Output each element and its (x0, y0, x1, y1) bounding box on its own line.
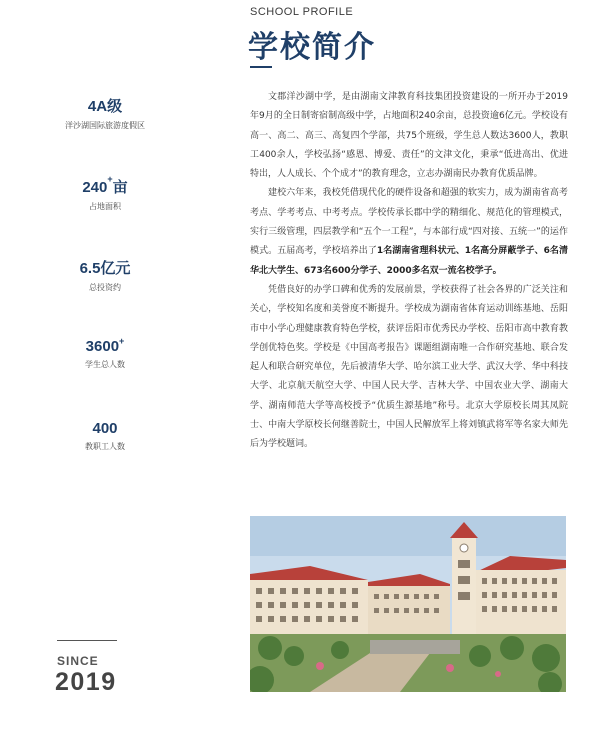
since-label: SINCE (57, 654, 99, 668)
clock-icon (460, 544, 468, 552)
stat-rating-value: 4A级 (87, 98, 123, 115)
campus-illustration (250, 516, 566, 692)
stat-investment-value: 6.5亿元 (79, 260, 131, 277)
windows-left (256, 588, 358, 622)
stat-students-label: 学生总人数 (85, 360, 125, 369)
stat-rating-label: 洋沙湖国际旅游度假区 (65, 121, 145, 130)
sky-upper (250, 516, 566, 556)
paragraph-intro: 文郡洋沙湖中学，是由湖南文津教育科技集团投资建设的一所开办于2019年9月的全日制寄宿制高级中学，占地面积240余亩，总投资逾6亿元。学校设有高一、高二、高三、高复四个学部，共75个班级，学生总人数达3600人，教职工400余人，学校弘扬“感恩、博爱、责任”的文津文化，秉承“低进高出、优进特出，人人成长、个个成才”的教育理念，立志办湖南民办教育优质品牌。 (250, 92, 568, 180)
stat-staff-value: 400 (92, 420, 118, 437)
stat-rating (40, 95, 170, 131)
campus-photo (250, 516, 566, 692)
stat-area-label: 占地面积 (89, 202, 121, 211)
stat-staff (40, 420, 170, 452)
section-label-en: SCHOOL PROFILE (250, 6, 354, 18)
stat-staff-label: 教职工人数 (85, 442, 125, 451)
highlight-results: 1名湖南省理科状元、1名高分屏蔽学子、6名清华北大学生、673名600分学子、2000多名双一流名校学子。 (250, 246, 568, 276)
paragraph-reputation: 凭借良好的办学口碑和优秀的发展前景，学校获得了社会各界的广泛关注和关心，学校知名度和美誉度不断提升。学校成为湖南省体育运动训练基地、岳阳市中小学心理健康教育特色学校，获评岳阳市优秀民办学校、岳阳市高中教育教学创优特色奖。学校是《中国高考报告》课题组湖南唯一合作研究基地、联合发起人和联合研究单位，先后被清华大学、哈尔滨工业大学、武汉大学、华中科技大学、北京航天航空大学、中国人民大学、吉林大学、中国农业大学、湖南大学、湖南师范大学等高校授予“优质生源基地”称号。北京大学原校长周其凤院士、中南大学原校长何继善院士，中国人民解放军上将刘镇武将军等名家大师先后为学校题词。 (250, 284, 568, 450)
tower (452, 538, 476, 642)
paragraph-achievements: 建校六年来，我校凭借现代化的硬件设备和超强的软实力，成为湖南省高考考点、学考考点、中考考点。学校传承长郡中学的精细化、规范化的管理模式，实行三级管理，四层教学和“五个一工程”，与本部行成“四对接、五统一”的运作模式。五届高考，学校培养出了1名湖南省理科状元、1名高分屏蔽学子、6名清华北大学生、673名600分学子、2000多名双一流名校学子。 (250, 188, 568, 276)
profile-body (250, 88, 568, 455)
title-underline (250, 66, 272, 68)
stat-students-value: 3600+ (85, 336, 125, 355)
stat-area-value: 240+亩 (82, 174, 128, 196)
stat-area (40, 176, 170, 212)
since-divider (57, 640, 117, 641)
stat-investment-label: 总投资约 (89, 283, 121, 292)
stat-investment (40, 257, 170, 293)
stat-students (40, 338, 170, 370)
page-title: 学校简介 (248, 30, 376, 65)
plaza (370, 640, 460, 654)
since-year: 2019 (55, 668, 117, 696)
